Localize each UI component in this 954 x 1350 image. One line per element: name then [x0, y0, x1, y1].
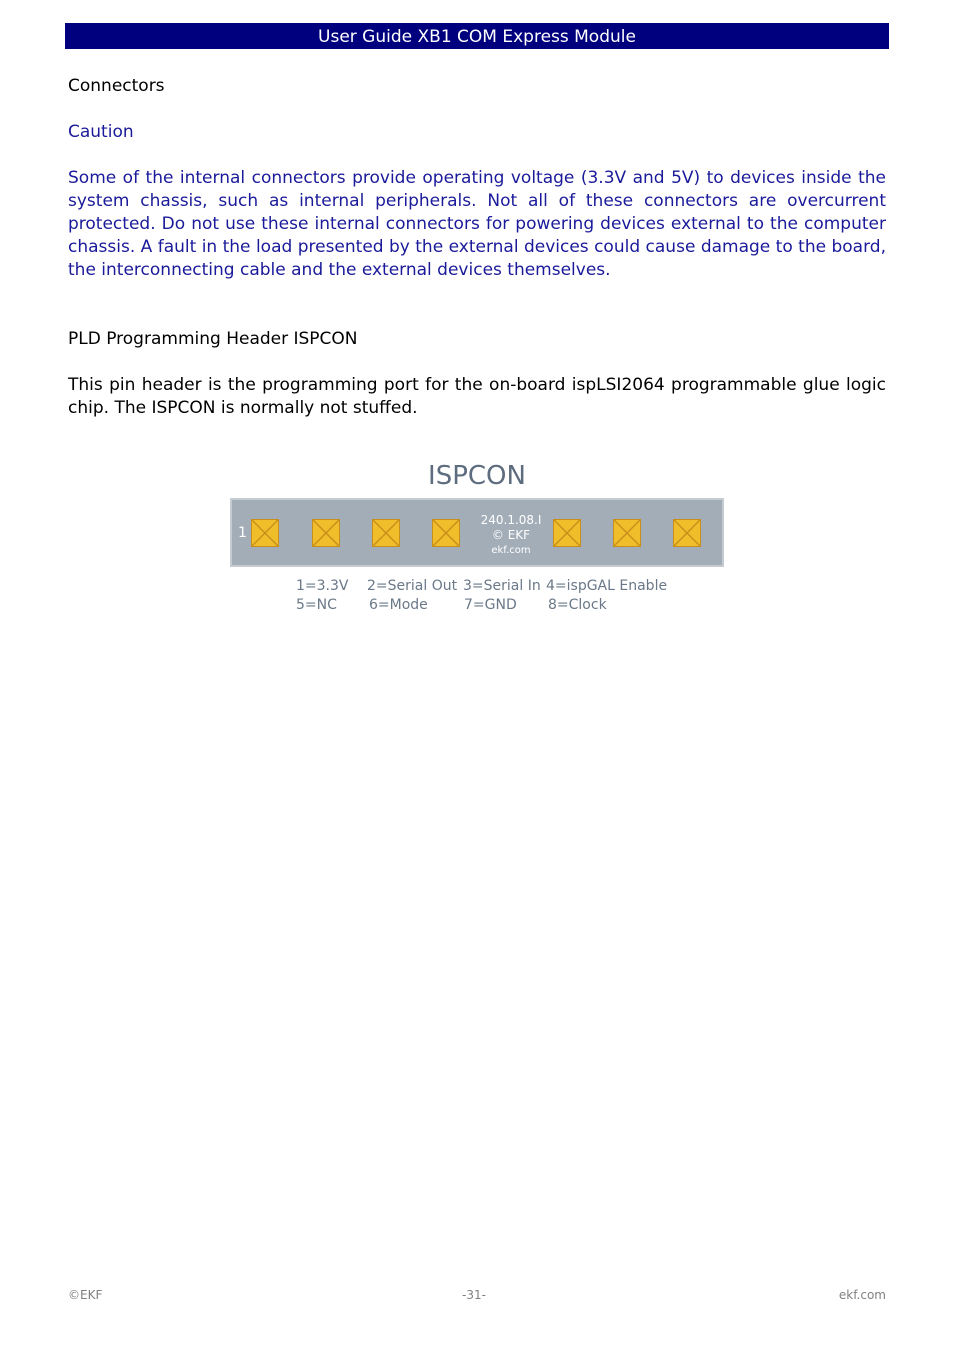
section-heading-ispcon: PLD Programming Header ISPCON: [68, 329, 358, 349]
ispcon-paragraph: This pin header is the programming port for the on-board ispLSI2064 programmable glue logic chip. The ISPCON is normally not stuffed.: [68, 375, 886, 418]
pin-legend-7: 7=GND: [464, 597, 517, 613]
caution-heading: Caution: [68, 122, 134, 142]
board-code: 240.1.08.I: [480, 513, 542, 527]
pin-legend-1: 1=3.3V: [296, 578, 349, 594]
pin-pad: [312, 519, 340, 547]
page-header: User Guide XB1 COM Express Module: [65, 23, 889, 49]
footer-page-number: -31-: [462, 1288, 486, 1302]
pin-legend-3: 3=Serial In: [463, 578, 541, 594]
pin-pad: [251, 519, 279, 547]
connector-board: [230, 498, 724, 567]
caution-paragraph: Some of the internal connectors provide operating voltage (3.3V and 5V) to devices inside the system chassis, such as internal peripherals. Not all of these connectors are overcurrent protected. Do not use these internal connectors for powering devices external to the computer chassis. A fault in the load presented by the external devices could cause damage to the board, the interconnecting cable and the external devices themselves.: [68, 168, 886, 280]
pin-legend-2: 2=Serial Out: [367, 578, 458, 594]
pin-legend-4: 4=ispGAL Enable: [546, 578, 668, 594]
pin-legend-5: 5=NC: [296, 597, 337, 613]
board-silkscreen: [476, 513, 546, 558]
pin1-marker: 1: [238, 525, 247, 541]
pin-legend-8: 8=Clock: [548, 597, 607, 613]
pin-pad: [432, 519, 460, 547]
diagram-title: ISPCON: [428, 461, 526, 491]
pin-legend-6: 6=Mode: [369, 597, 428, 613]
pin-pad: [613, 519, 641, 547]
footer-copyright: ©EKF: [68, 1288, 103, 1302]
pin-pad: [372, 519, 400, 547]
pin-pad: [553, 519, 581, 547]
section-heading-connectors: Connectors: [68, 76, 165, 96]
pin-pad: [673, 519, 701, 547]
footer-website: ekf.com: [838, 1288, 886, 1302]
board-copyright: © EKF: [491, 528, 531, 542]
board-url: ekf.com: [491, 545, 531, 556]
